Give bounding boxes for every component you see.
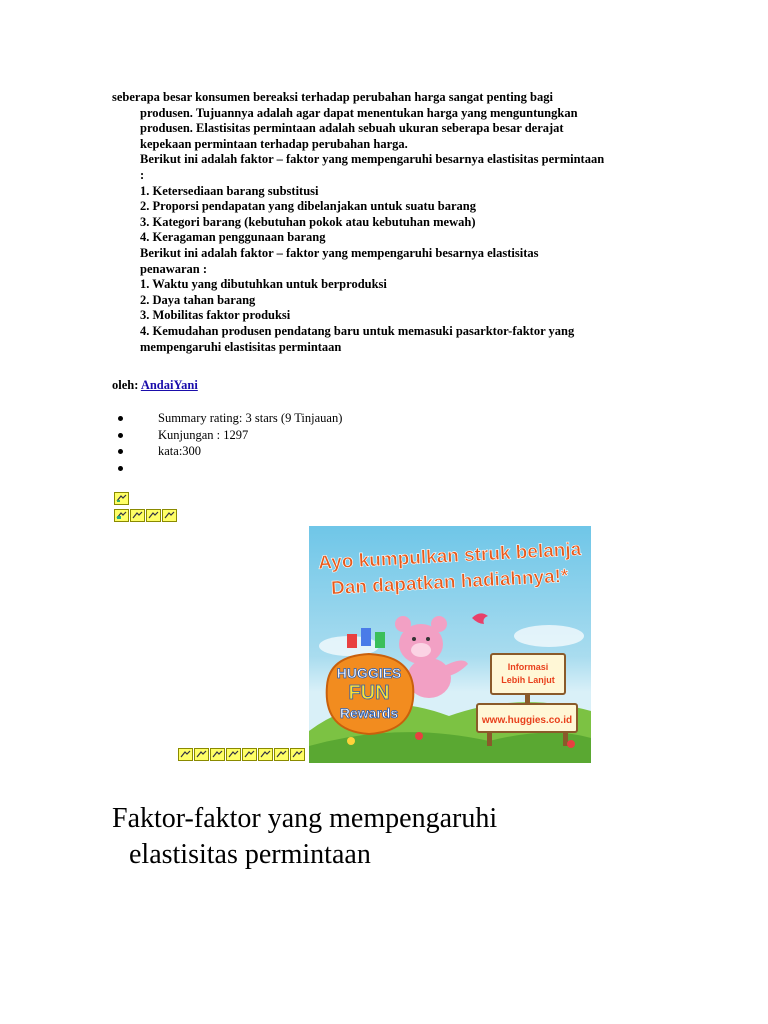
word-count: kata:300 [158, 444, 202, 458]
broken-image-icon[interactable] [258, 748, 273, 761]
broken-image-icon[interactable] [226, 748, 241, 761]
bullet-icon [118, 449, 123, 454]
article-line: Berikut ini adalah faktor – faktor yang mempengaruhi besarnya elastisitas [140, 245, 539, 260]
bag-text-1: HUGGIES [336, 665, 402, 681]
article-line: penawaran : [140, 261, 208, 276]
broken-image-icon[interactable] [194, 748, 209, 761]
visit-count: Kunjungan : 1297 [158, 427, 249, 442]
bag-text-3: Rewards [339, 705, 399, 721]
broken-image-icon[interactable] [130, 509, 145, 522]
bag-text-2: FUN [348, 682, 390, 704]
article-line: 4. Keragaman penggunaan barang [140, 230, 326, 245]
list-item [118, 410, 342, 427]
page-title [112, 801, 672, 873]
article-line: produsen. Tujuannya adalah agar dapat menentukan harga yang menguntungkan [140, 105, 578, 120]
info-text-2: Lebih Lanjut [501, 675, 555, 685]
rating-summary: Summary rating: 3 stars (9 Tinjauan) [158, 411, 343, 425]
byline [112, 378, 198, 393]
broken-image-icon[interactable] [290, 748, 305, 761]
title-line: Faktor-faktor yang mempengaruhi [112, 802, 498, 834]
article-line: seberapa besar konsumen bereaksi terhadap perubahan harga sangat penting bagi [112, 90, 553, 104]
url-text: www.huggies.co.id [481, 715, 573, 726]
broken-image-icon[interactable] [178, 748, 193, 761]
banner-headline-1: Ayo kumpulkan struk belanja [317, 539, 582, 574]
broken-image-icon[interactable] [242, 748, 257, 761]
article-line: 1. Ketersediaan barang substitusi [140, 183, 319, 198]
stats-list [118, 410, 342, 476]
author-link[interactable]: AndaiYani [140, 378, 198, 392]
banner-artwork [309, 526, 591, 763]
article-line: 4. Kemudahan produsen pendatang baru untuk memasuki pasarktor-faktor yang [140, 323, 575, 338]
article-line: 2. Daya tahan barang [140, 292, 256, 307]
info-text-1: Informasi [507, 662, 549, 672]
broken-image-icon[interactable] [146, 509, 161, 522]
bullet-icon [118, 416, 123, 421]
article-body [112, 90, 657, 355]
article-line: produsen. Elastisitas permintaan adalah sebuah ukuran seberapa besar derajat [140, 121, 564, 136]
huggies-banner[interactable] [309, 526, 591, 763]
article-line: kepekaan permintaan terhadap perubahan harga. [140, 136, 408, 151]
broken-image-icon[interactable] [210, 748, 225, 761]
title-line: elastisitas permintaan [129, 838, 371, 870]
article-line: : [140, 167, 145, 182]
broken-image-icon[interactable] [114, 492, 129, 505]
icon-row-1 [114, 492, 129, 505]
bullet-icon [118, 433, 123, 438]
list-item [118, 427, 342, 444]
article-line: 3. Kategori barang (kebutuhan pokok atau kebutuhan mewah) [140, 214, 476, 229]
icon-row-3 [178, 748, 305, 761]
list-item [118, 460, 342, 477]
banner-headline-2: Dan dapatkan hadiahnya!* [330, 565, 569, 600]
list-item [118, 443, 342, 460]
article-line: 2. Proporsi pendapatan yang dibelanjakan untuk suatu barang [140, 199, 476, 214]
broken-image-icon[interactable] [274, 748, 289, 761]
broken-image-icon[interactable] [162, 509, 177, 522]
icon-row-2 [114, 509, 177, 522]
bullet-icon [118, 466, 123, 471]
byline-prefix: oleh: [112, 378, 139, 392]
article-line: mempengaruhi elastisitas permintaan [140, 339, 342, 354]
article-line: Berikut ini adalah faktor – faktor yang mempengaruhi besarnya elastisitas permintaan [140, 152, 605, 167]
article-line: 1. Waktu yang dibutuhkan untuk berproduksi [140, 277, 387, 292]
broken-image-icon[interactable] [114, 509, 129, 522]
article-line: 3. Mobilitas faktor produksi [140, 308, 291, 323]
